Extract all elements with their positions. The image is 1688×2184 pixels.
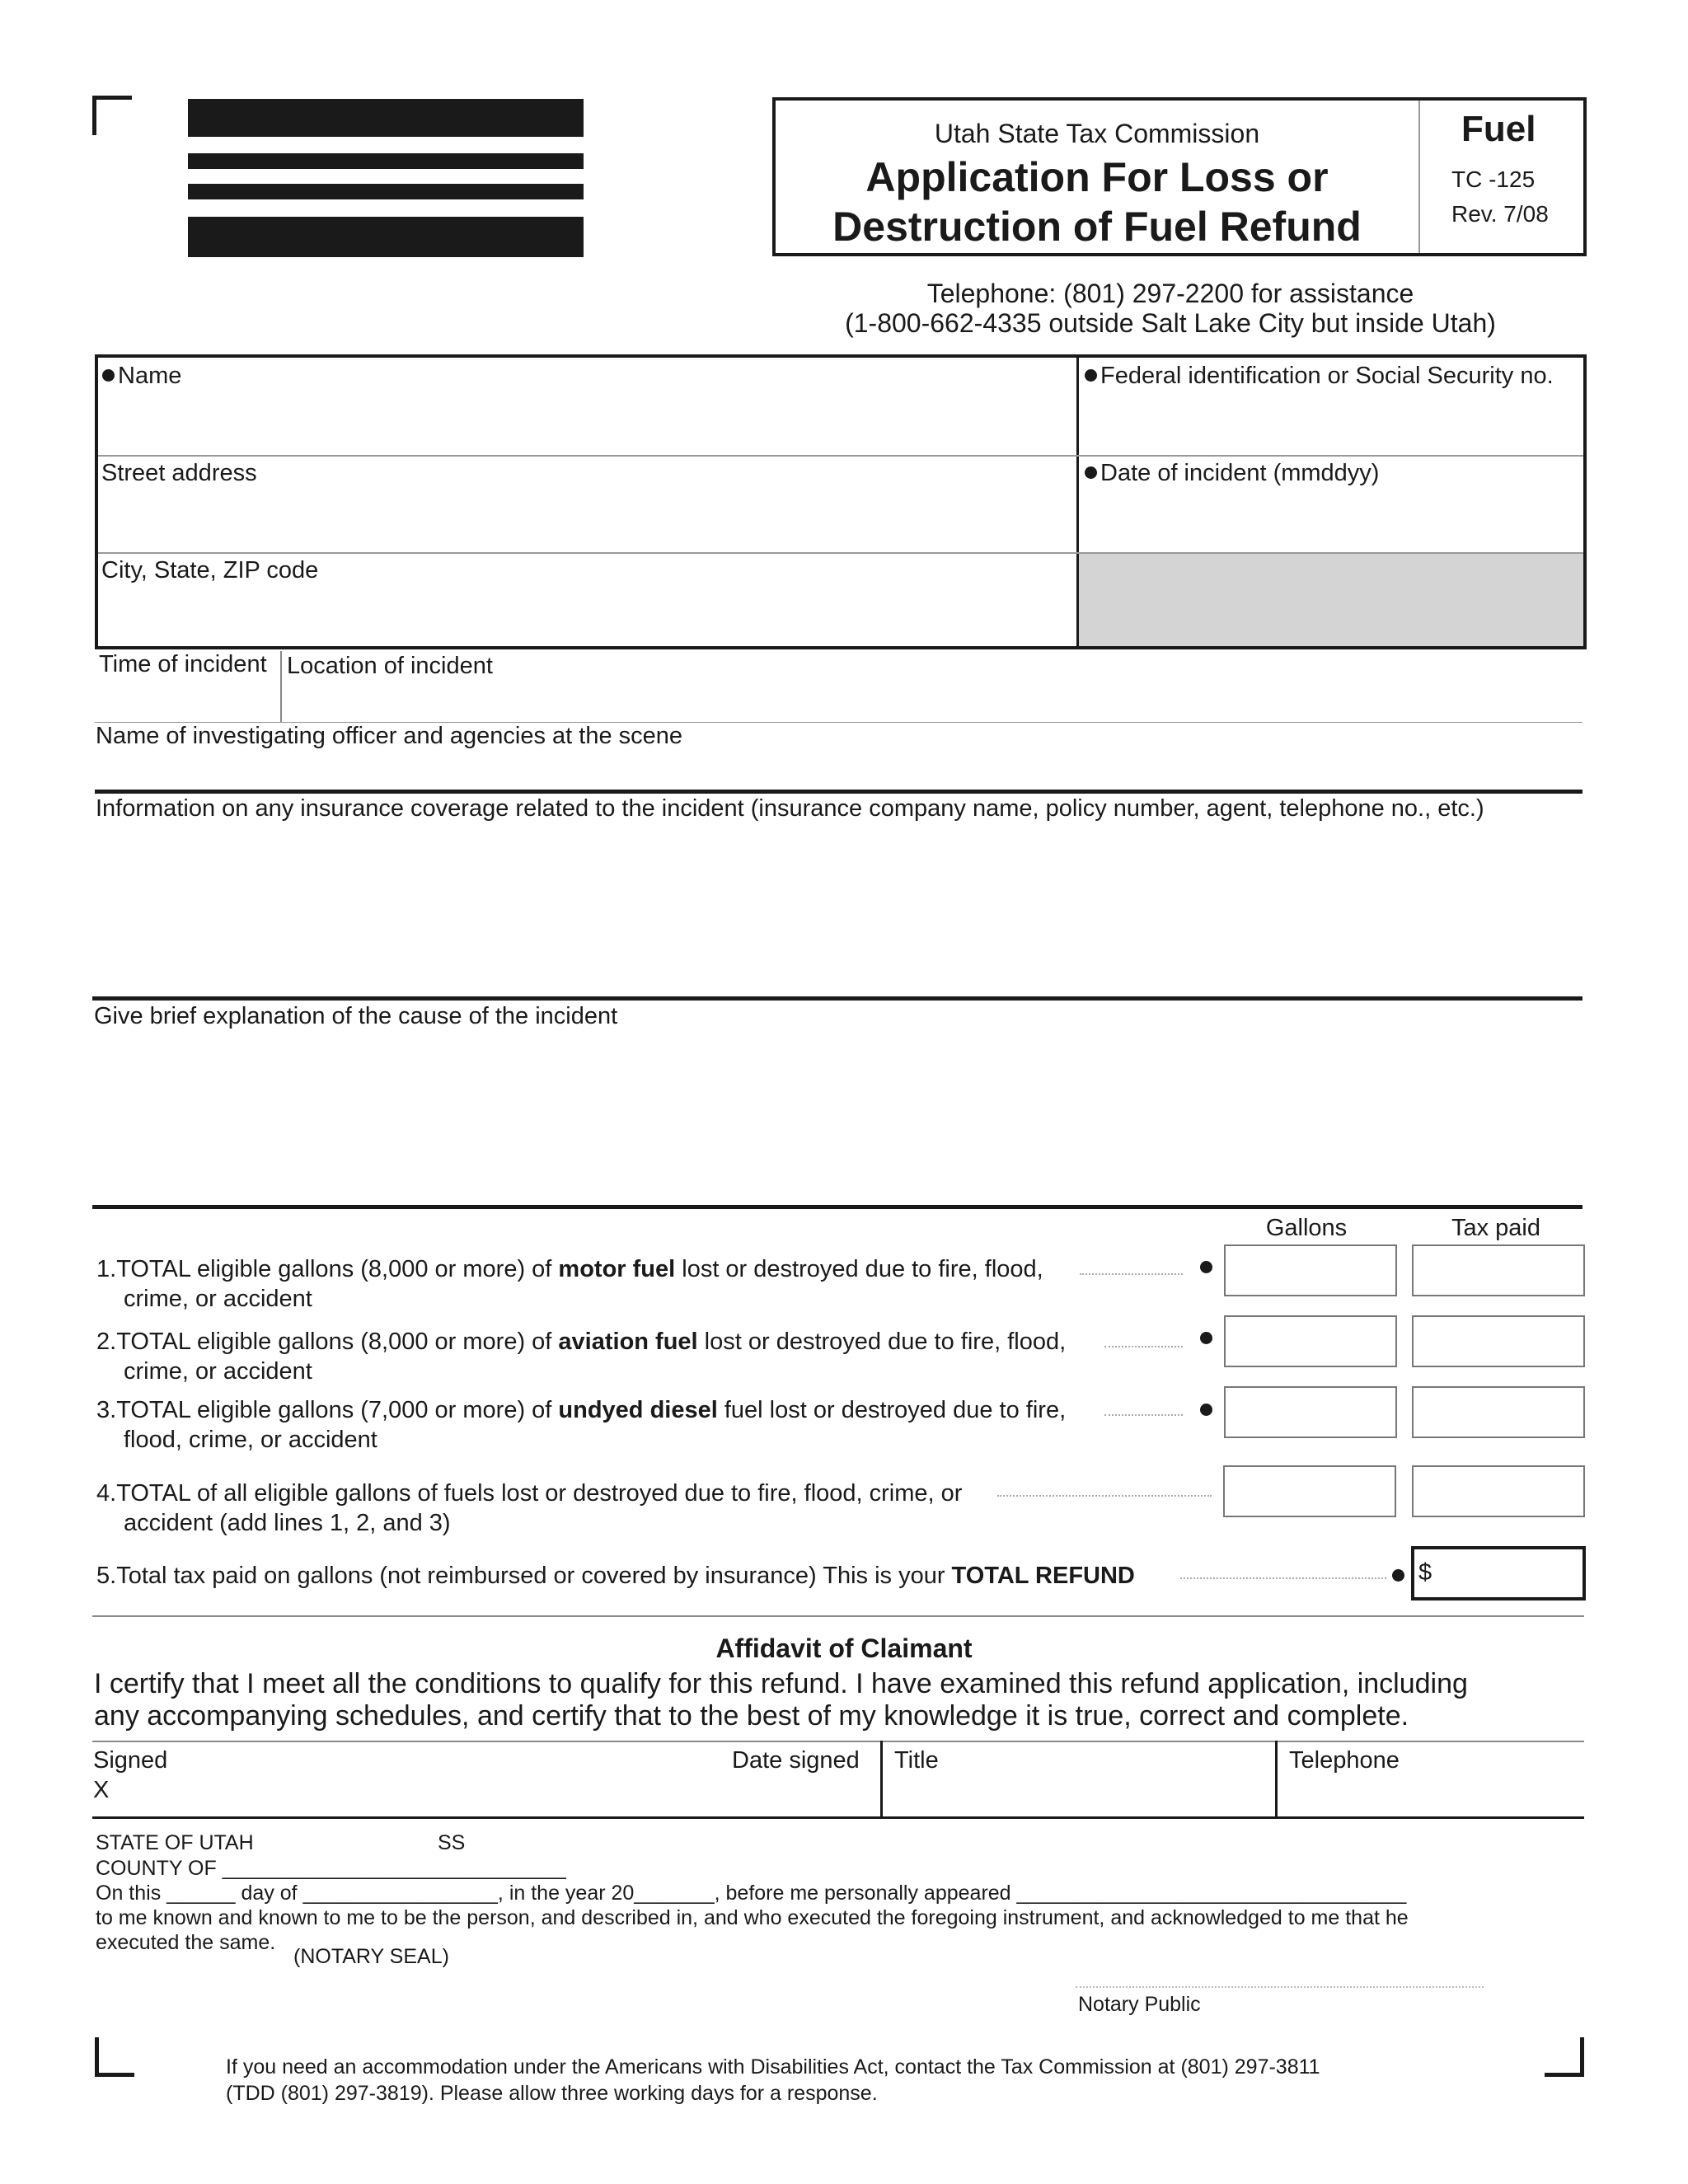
date-of-incident-label: Date of incident (mmddyy) — [1100, 460, 1380, 486]
line-2-text — [96, 1329, 1066, 1356]
dot-leader — [1104, 1414, 1183, 1416]
line-2-tax-paid-input[interactable] — [1412, 1315, 1585, 1367]
divider-line — [92, 1615, 1584, 1617]
affidavit-text-line2: any accompanying schedules, and certify that to the best of my knowledge it is true, correct and complete. — [94, 1700, 1409, 1732]
form-bar-3 — [188, 184, 584, 199]
required-bullet — [1392, 1569, 1404, 1582]
line-2-number: 2. — [96, 1329, 117, 1355]
crop-mark-top-left — [92, 96, 132, 135]
line-3-text — [96, 1397, 1066, 1424]
form-category: Fuel — [1461, 109, 1536, 149]
signature-x-mark: X — [93, 1777, 110, 1803]
footer-line1: If you need an accommodation under the Americans with Disabilities Act, contact the Tax Commission at (801) 297-3811 — [226, 2055, 1320, 2079]
time-location-divider — [280, 651, 282, 722]
federal-id-field[interactable] — [1082, 394, 1580, 452]
dot-leader — [1180, 1577, 1386, 1579]
telephone-line1: Telephone: (801) 297-2200 for assistance — [926, 279, 1414, 308]
form-title-line1: Application For Loss or — [865, 154, 1329, 200]
title-box-divider — [1418, 101, 1420, 253]
line-4-main: TOTAL of all eligible gallons of fuels lost or destroyed due to fire, flood, crime, or — [116, 1480, 963, 1507]
required-bullet — [1085, 466, 1097, 479]
required-bullet — [1200, 1404, 1212, 1416]
line-4-tax-paid-input[interactable] — [1412, 1465, 1585, 1517]
form-title-line2: Destruction of Fuel Refund — [832, 204, 1362, 250]
line-2-bold: aviation fuel — [558, 1329, 698, 1355]
name-field[interactable] — [101, 394, 1072, 452]
telephone-label: Telephone — [1289, 1747, 1400, 1774]
notary-county: COUNTY OF ______________________________ — [96, 1857, 566, 1880]
required-bullet — [1085, 369, 1097, 382]
form-bar-4 — [188, 217, 584, 257]
federal-id-label: Federal identification or Social Security no. — [1100, 363, 1554, 389]
line-1-pre: TOTAL eligible gallons (8,000 or more) of — [116, 1256, 559, 1282]
agency-name: Utah State Tax Commission — [934, 119, 1260, 148]
notary-state: STATE OF UTAH — [96, 1831, 254, 1854]
notary-on-this: On this ______ day of _________________, in the year 20_______, before me personally appeared __________________________________ — [96, 1882, 1407, 1905]
crop-mark-bottom-left — [95, 2037, 134, 2077]
line-1-text-cont: crime, or accident — [124, 1286, 312, 1312]
line-1-post: lost or destroyed due to fire, flood, — [675, 1256, 1043, 1282]
info-row-line-1 — [98, 455, 1583, 457]
notary-signature-line — [1076, 1986, 1484, 1988]
line-3-bold: undyed diesel — [558, 1397, 718, 1423]
dollar-sign: $ — [1418, 1559, 1432, 1586]
date-of-incident-field[interactable] — [1082, 491, 1580, 549]
insurance-info-label: Information on any insurance coverage related to the incident (insurance company name, policy number, agent, telephone no., etc.) — [96, 795, 1484, 822]
crop-mark-bottom-right — [1545, 2037, 1584, 2077]
line-2-gallons-input[interactable] — [1224, 1315, 1397, 1367]
investigating-officer-field[interactable] — [96, 753, 1579, 790]
line-5-bold: TOTAL REFUND — [951, 1563, 1135, 1589]
line-1-text — [96, 1256, 1043, 1283]
investigating-officer-label: Name of investigating officer and agencies at the scene — [96, 723, 683, 749]
signature-field[interactable] — [124, 1772, 729, 1811]
form-bar-1 — [188, 99, 584, 137]
signature-divider — [880, 1741, 883, 1818]
line-3-post: fuel lost or destroyed due to fire, — [717, 1397, 1067, 1423]
notary-seal: (NOTARY SEAL) — [293, 1945, 449, 1968]
line-5-pre: Total tax paid on gallons (not reimbursed or covered by insurance) This is your — [116, 1563, 952, 1589]
signed-label: Signed — [93, 1747, 168, 1774]
city-state-zip-field[interactable] — [101, 588, 1072, 643]
insurance-info-field[interactable] — [96, 827, 1579, 992]
line-5-number: 5. — [96, 1563, 117, 1589]
street-address-field[interactable] — [101, 491, 1072, 549]
line-1-number: 1. — [96, 1256, 117, 1282]
required-bullet — [102, 369, 115, 382]
explanation-field[interactable] — [94, 1035, 1578, 1200]
divider-line — [92, 996, 1582, 1001]
telephone-line2: (1-800-662-4335 outside Salt Lake City but inside Utah) — [845, 308, 1496, 338]
line-4-text — [96, 1480, 962, 1507]
notary-ss: SS — [438, 1831, 466, 1854]
form-bar-2 — [188, 153, 584, 169]
gallons-column-header: Gallons — [1265, 1215, 1348, 1241]
date-signed-label: Date signed — [732, 1747, 860, 1774]
explanation-label: Give brief explanation of the cause of the incident — [94, 1003, 618, 1029]
tax-paid-column-header: Tax paid — [1451, 1215, 1540, 1241]
notary-executed: executed the same. — [96, 1931, 276, 1954]
signature-divider — [1275, 1741, 1278, 1818]
affidavit-text-line1: I certify that I meet all the conditions to qualify for this refund. I have examined this refund application, including — [94, 1668, 1468, 1699]
line-3-text-cont: flood, crime, or accident — [124, 1427, 377, 1453]
divider-line — [92, 1816, 1584, 1819]
line-3-pre: TOTAL eligible gallons (7,000 or more) of — [116, 1397, 559, 1423]
form-revision: Rev. 7/08 — [1451, 201, 1549, 227]
taxpayer-info-box — [95, 354, 1587, 649]
line-2-text-cont: crime, or accident — [124, 1358, 312, 1385]
line-1-gallons-input[interactable] — [1224, 1244, 1397, 1296]
name-label: Name — [118, 363, 182, 389]
line-1-tax-paid-input[interactable] — [1412, 1244, 1585, 1296]
line-4-number: 4. — [96, 1480, 117, 1507]
info-row-line-2 — [98, 552, 1583, 554]
footer-line2: (TDD (801) 297-3819). Please allow three working days for a response. — [226, 2082, 878, 2105]
title-field[interactable] — [894, 1772, 1273, 1811]
time-of-incident-field[interactable] — [97, 679, 277, 720]
required-bullet — [1200, 1332, 1212, 1344]
location-of-incident-label: Location of incident — [287, 653, 493, 679]
required-bullet — [1200, 1261, 1212, 1273]
line-3-gallons-input[interactable] — [1224, 1386, 1397, 1438]
dot-leader — [997, 1495, 1212, 1497]
line-4-gallons-input[interactable] — [1223, 1465, 1396, 1517]
divider-line — [92, 1205, 1582, 1209]
line-2-pre: TOTAL eligible gallons (8,000 or more) of — [116, 1329, 559, 1355]
line-3-number: 3. — [96, 1397, 117, 1423]
affidavit-title: Affidavit of Claimant — [715, 1633, 973, 1663]
telephone-field[interactable] — [1289, 1772, 1582, 1811]
dot-leader — [1080, 1273, 1183, 1275]
line-2-post: lost or destroyed due to fire, flood, — [697, 1329, 1067, 1355]
form-number: TC -125 — [1451, 166, 1536, 192]
divider-line — [95, 790, 1582, 794]
divider-line — [92, 1741, 1584, 1742]
title-box — [772, 97, 1587, 256]
time-of-incident-label: Time of incident — [99, 651, 267, 677]
location-of-incident-field[interactable] — [285, 679, 1579, 720]
line-5-text — [96, 1563, 1135, 1590]
line-4-text-cont: accident (add lines 1, 2, and 3) — [124, 1510, 451, 1536]
total-refund-input[interactable] — [1411, 1546, 1586, 1601]
shaded-cell — [1078, 553, 1583, 646]
street-address-label: Street address — [101, 460, 257, 486]
title-label: Title — [894, 1747, 939, 1774]
info-box-divider — [1076, 358, 1079, 646]
dot-leader — [1104, 1346, 1183, 1347]
date-signed-field[interactable] — [732, 1772, 876, 1811]
notary-public-label: Notary Public — [1078, 1993, 1201, 2016]
line-1-bold: motor fuel — [558, 1256, 676, 1282]
city-state-zip-label: City, State, ZIP code — [101, 557, 319, 583]
line-3-tax-paid-input[interactable] — [1412, 1386, 1585, 1438]
notary-known-line: to me known and known to me to be the person, and described in, and who executed the foregoing instrument, and acknowledged to me that he — [96, 1906, 1409, 1929]
